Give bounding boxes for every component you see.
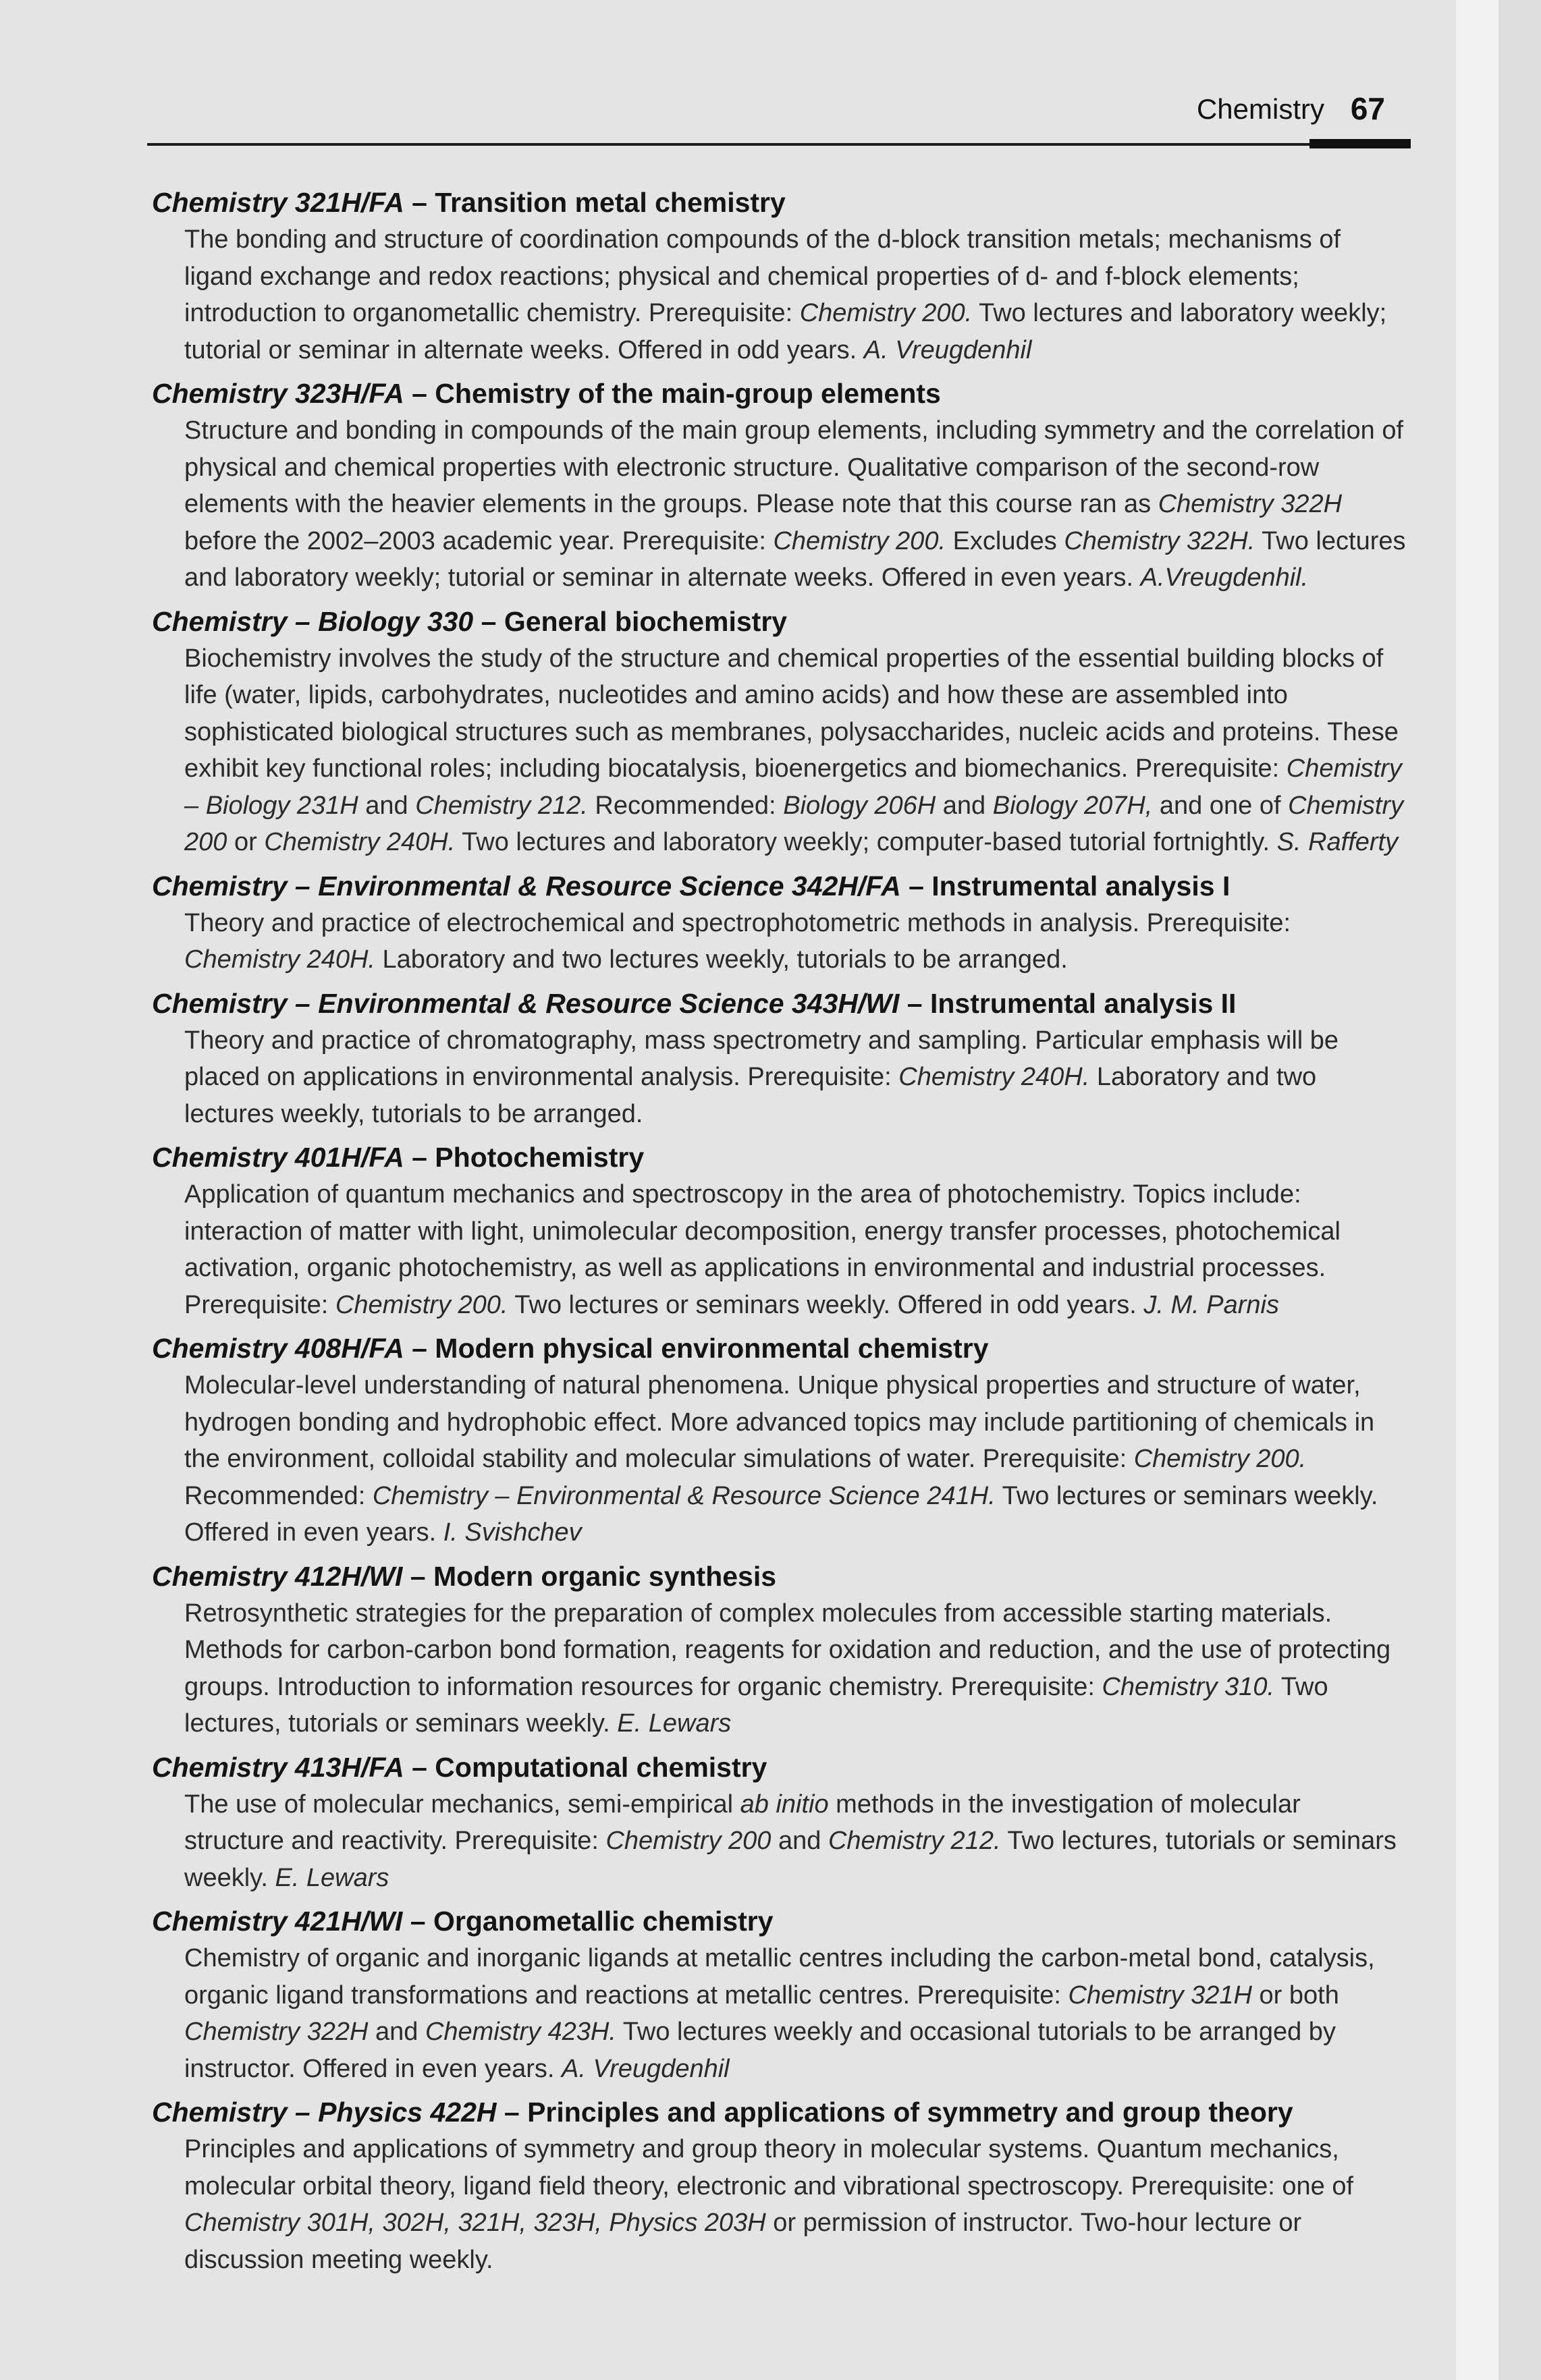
description-text: and [368, 2018, 425, 2046]
course-code: Chemistry – Environmental & Resource Science 343H/WI [152, 987, 900, 1019]
description-text: Structure and bonding in compounds of the main group elements, including symmetry and the correlation of physical and chemical properties with electronic structure. Qualitative comparison of the second-row elements with the heavier elements in the groups. Please note that this course ran as [184, 416, 1404, 518]
course-heading [152, 603, 1407, 640]
italic-text: Chemistry 200. [335, 1290, 508, 1319]
description-text: Recommended: [184, 1481, 373, 1510]
course-title: – Organometallic chemistry [402, 1906, 774, 1937]
course-entry [152, 603, 1407, 861]
description-text: Biochemistry involves the study of the structure and chemical properties of the essential building blocks of life (water, lipids, carbohydrates, nucleotides and amino acids) and how these are assembled into sophisticated biological structures such as membranes, polysaccharides, nucleic acids and proteins. These exhibit key functional roles; including biocatalysis, bioenergetics and biomechanics. Prerequisite: [184, 644, 1399, 783]
course-title: – Chemistry of the main-group elements [404, 378, 941, 409]
description-text: Two lectures and laboratory weekly; tutorial or seminar in alternate weeks. Offered in even years. [184, 526, 1406, 592]
course-entry [152, 867, 1407, 978]
description-text: The bonding and structure of coordination compounds of the d-block transition metals; mechanisms of ligand exchange and redox reactions; physical and chemical properties of d- and f-block elements; introduction to organometallic chemistry. Prerequisite: [184, 225, 1341, 327]
course-title: – Instrumental analysis I [900, 870, 1231, 902]
italic-text: Chemistry – Environmental & Resource Science 241H. [372, 1481, 996, 1510]
italic-text: J. M. Parnis [1143, 1290, 1280, 1319]
description-text: and [771, 1827, 828, 1855]
course-title: – Computational chemistry [404, 1751, 767, 1783]
course-heading [152, 1138, 1407, 1176]
course-title: – Photochemistry [404, 1142, 645, 1173]
description-text: Excludes [946, 526, 1064, 555]
course-entry [152, 1138, 1407, 1323]
italic-text: Chemistry – Biology 231H [184, 754, 1402, 820]
course-code: Chemistry 401H/FA [152, 1142, 404, 1173]
running-header [147, 86, 1411, 140]
italic-text: Chemistry 200 [184, 791, 1404, 856]
course-description [184, 640, 1407, 861]
course-code: Chemistry 408H/FA [152, 1333, 404, 1364]
description-text: Theory and practice of chromatography, mass spectrometry and sampling. Particular emphasis will be placed on applications in environmental analysis. Prerequisite: [184, 1026, 1339, 1091]
italic-text: S. Rafferty [1276, 828, 1399, 856]
italic-text: I. Svishchev [443, 1518, 582, 1547]
course-entry [152, 985, 1407, 1133]
course-title: – Transition metal chemistry [404, 187, 786, 218]
course-code: Chemistry – Environmental & Resource Science 342H/FA [152, 870, 901, 902]
description-text: Chemistry of organic and inorganic ligands at metallic centres including the carbon-metal bond, catalysis, organic ligand transformations and reactions at metallic centres. Prerequisite: [184, 1944, 1375, 2010]
course-description [184, 221, 1407, 368]
course-heading [152, 375, 1407, 412]
course-description [184, 1940, 1407, 2087]
page-edge-shadow [1456, 0, 1498, 2380]
description-text: Two lectures or seminars weekly. Offered in odd years. [508, 1290, 1144, 1319]
course-code: Chemistry 413H/FA [152, 1751, 404, 1783]
italic-text: A.Vreugdenhil. [1140, 563, 1309, 592]
description-text: or both [1251, 1981, 1339, 2010]
italic-text: A. Vreugdenhil [562, 2054, 730, 2083]
italic-text: Chemistry 423H. [425, 2018, 616, 2046]
course-heading [152, 1902, 1407, 1940]
italic-text: Chemistry 212. [828, 1827, 1001, 1855]
italic-text: Chemistry 200. [799, 299, 973, 327]
description-text: Laboratory and two lectures weekly, tutorials to be arranged. [375, 945, 1068, 974]
course-description [184, 1176, 1407, 1323]
description-text: Recommended: [587, 791, 784, 820]
description-text: Theory and practice of electrochemical and spectrophotometric methods in analysis. Prerequisite: [184, 908, 1291, 937]
italic-text: Biology 207H, [992, 791, 1153, 820]
course-code: Chemistry 421H/WI [152, 1906, 403, 1937]
description-text: Application of quantum mechanics and spectroscopy in the area of photochemistry. Topics include: interaction of matter with light, unimolecular decomposition, energy transfer processes, photochemical activation, organic photochemistry, as well as applications in environmental and industrial processes. Prerequisite: [184, 1180, 1341, 1319]
description-text: Two lectures and laboratory weekly; computer-based tutorial fortnightly. [455, 828, 1277, 856]
course-title: – Modern physical environmental chemistry [404, 1333, 989, 1364]
course-code: Chemistry 323H/FA [152, 378, 404, 409]
course-heading [152, 184, 1407, 221]
course-description [184, 2131, 1407, 2278]
course-title: – Instrumental analysis II [899, 987, 1237, 1019]
description-text: Two lectures or seminars weekly. Offered in even years. [184, 1481, 1378, 1547]
course-code: Chemistry 321H/FA [152, 187, 404, 218]
italic-text: E. Lewars [617, 1709, 732, 1738]
description-text: Retrosynthetic strategies for the preparation of complex molecules from accessible starting materials. Methods for carbon-carbon bond formation, reagents for oxidation and reduction, and the use of protecting groups. Introduction to information resources for organic chemistry. Prerequisite: [184, 1599, 1391, 1701]
header-rule-bar [1309, 139, 1411, 148]
italic-text: Chemistry 322H [1158, 490, 1343, 518]
page-number: 67 [1350, 91, 1385, 126]
description-text: and [936, 791, 993, 820]
italic-text: Chemistry 322H. [1064, 526, 1255, 555]
italic-text: Chemistry 200. [773, 526, 946, 555]
description-text: methods in the investigation of molecular structure and reactivity. Prerequisite: [184, 1790, 1301, 1855]
italic-text: Biology 206H [783, 791, 936, 820]
course-code: Chemistry – Physics 422H [152, 2097, 497, 2128]
course-description [184, 1595, 1407, 1742]
description-text: Two lectures weekly and occasional tutorials to be arranged by instructor. Offered in even years. [184, 2018, 1336, 2083]
italic-text: Chemistry 240H. [264, 828, 456, 856]
course-list [152, 184, 1407, 2284]
italic-text: A. Vreugdenhil [863, 335, 1032, 364]
italic-text: Chemistry 200. [1133, 1445, 1307, 1473]
course-description [184, 412, 1407, 597]
header-rule [147, 143, 1411, 146]
italic-text: Chemistry 301H, 302H, 321H, 323H, Physics 203H [184, 2209, 766, 2237]
italic-text: Chemistry 200 [605, 1827, 772, 1855]
course-entry [152, 1329, 1407, 1551]
description-text: and one of [1152, 791, 1289, 820]
course-title: – Modern organic synthesis [402, 1560, 777, 1592]
course-description [184, 1022, 1407, 1133]
course-code: Chemistry – Biology 330 [152, 605, 474, 637]
description-text: Molecular-level understanding of natural phenomena. Unique physical properties and structure of water, hydrogen bonding and hydrophobic effect. More advanced topics may include partitioning of chemicals in the environment, colloidal stability and molecular simulations of water. Prerequisite: [184, 1371, 1375, 1473]
description-text: or permission of instructor. Two-hour lecture or discussion meeting weekly. [184, 2209, 1302, 2274]
course-description [184, 1367, 1407, 1551]
description-text: Laboratory and two lectures weekly, tutorials to be arranged. [184, 1063, 1317, 1128]
italic-text: ab initio [740, 1790, 829, 1819]
description-text: and [358, 791, 416, 820]
course-entry [152, 184, 1407, 368]
course-entry [152, 1902, 1407, 2087]
description-text: Two lectures and laboratory weekly; tutorial or seminar in alternate weeks. Offered in odd years. [184, 299, 1387, 364]
course-description [184, 1786, 1407, 1897]
description-text: before the 2002–2003 academic year. Prerequisite: [184, 526, 774, 555]
italic-text: E. Lewars [275, 1863, 389, 1892]
course-heading [152, 1557, 1407, 1595]
description-text: Two lectures, tutorials or seminars weekly. [184, 1827, 1397, 1892]
description-text: The use of molecular mechanics, semi-empirical [184, 1790, 740, 1819]
course-description [184, 905, 1407, 978]
course-title: – General biochemistry [473, 605, 788, 637]
course-heading [152, 1329, 1407, 1367]
course-heading [152, 985, 1407, 1022]
course-title: – Principles and applications of symmetry and group theory [496, 2097, 1293, 2128]
italic-text: Chemistry 322H [184, 2018, 369, 2046]
italic-text: Chemistry 310. [1102, 1672, 1275, 1701]
course-heading [152, 1748, 1407, 1786]
running-title: Chemistry [1196, 93, 1324, 125]
course-heading [152, 2093, 1407, 2131]
course-entry [152, 2093, 1407, 2278]
course-code: Chemistry 412H/WI [152, 1560, 403, 1592]
course-heading [152, 867, 1407, 905]
course-entry [152, 375, 1407, 597]
italic-text: Chemistry 321H [1068, 1981, 1252, 2010]
course-entry [152, 1748, 1407, 1897]
italic-text: Chemistry 240H. [898, 1063, 1090, 1091]
course-entry [152, 1557, 1407, 1742]
description-text: Principles and applications of symmetry and group theory in molecular systems. Quantum mechanics, molecular orbital theory, ligand field theory, electronic and vibrational spectroscopy. Prerequisite: one of [184, 2135, 1354, 2201]
italic-text: Chemistry 212. [415, 791, 588, 820]
description-text: Two lectures, tutorials or seminars weekly. [184, 1672, 1328, 1738]
description-text: or [227, 828, 265, 856]
italic-text: Chemistry 240H. [184, 945, 375, 974]
